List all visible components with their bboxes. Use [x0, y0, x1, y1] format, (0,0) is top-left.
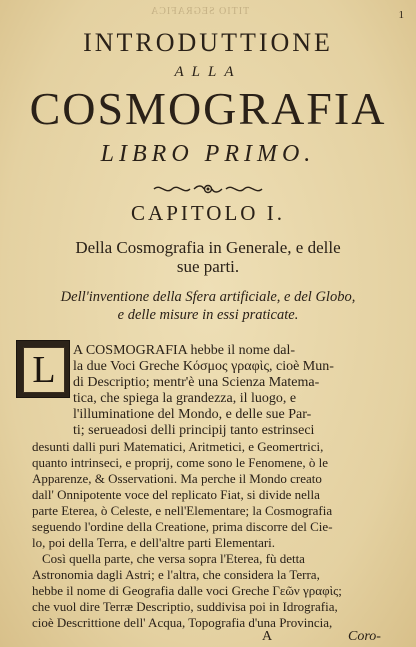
chapter-heading: CAPITOLO I.	[131, 201, 285, 225]
title-line-4: LIBRO PRIMO.	[100, 141, 316, 167]
body-line: tica, che spiega la grandezza, il luogo, e	[73, 391, 297, 406]
body-line: dall' Onnipotente voce del replicato Fiat, si divide nella	[32, 487, 320, 502]
chapter-subtitle-line: Della Cosmografia in Generale, e delle	[75, 238, 341, 257]
bleed-through-text: TITIO SEGRAFICA	[150, 6, 250, 17]
body-line: di Descriptio; mentr'è una Scienza Matema-	[73, 375, 320, 390]
body-line: Apparenze, & Osservationi. Ma perche il Mondo creato	[32, 471, 322, 486]
title-line-1: INTRODUTTIONE	[83, 28, 333, 57]
fleuron-ornament	[150, 182, 266, 196]
body-line: l'illuminatione del Mondo, e delle sue Par-	[73, 407, 312, 422]
body-line: seguendo l'ordine della Creatione, prima discorre del Cie-	[32, 519, 333, 534]
page-number: 1	[398, 9, 404, 21]
body-line: Astronomia dagli Astri; e l'altra, che considera la Terra,	[32, 567, 320, 582]
chapter-summary	[0, 288, 416, 324]
decorated-initial	[16, 340, 70, 398]
drop-cap-letter: L	[32, 349, 56, 391]
body-line: che vuol dire Terræ Descriptio, suddivisa poi in Idrografia,	[32, 599, 338, 614]
chapter-subtitle	[0, 238, 416, 276]
body-line: Così quella parte, che versa sopra l'Eterea, fù detta	[42, 551, 305, 566]
body-line: A COSMOGRAFIA hebbe il nome dal-	[73, 343, 296, 358]
body-line: la due Voci Greche Κόσμος γραφὶς, cioè Mun-	[73, 359, 334, 374]
title-line-2: ALLA	[174, 64, 242, 80]
title-line-3: COSMOGRAFIA	[29, 83, 387, 134]
chapter-summary-line: e delle misure in essi praticate.	[117, 307, 299, 323]
body-line: cioè Descrittione dell' Acqua, Topografia d'una Provincia,	[32, 615, 333, 630]
signature-mark: A	[262, 629, 273, 644]
chapter-summary-line: Dell'inventione della Sfera artificiale, e del Globo,	[60, 289, 356, 305]
body-line: quanto intrinseci, e proprij, come sono le Fenomene, ò le	[32, 455, 329, 470]
body-line: desunti dalli puri Matematici, Aritmetici, e Geomertrici,	[32, 439, 324, 454]
chapter-subtitle-line: sue parti.	[176, 257, 240, 276]
body-line: lo, poi della Terra, e dell'altre parti Elementari.	[32, 535, 276, 550]
body-line: hebbe il nome di Geografia dalle voci Greche Γεῶν γραφὶς;	[32, 583, 342, 598]
decorated-initial-frame	[23, 347, 65, 393]
body-line: parte Eterea, ò Celeste, e nell'Elementare; la Cosmografia	[32, 503, 333, 518]
body-line: ti; serueadosi delli principij tanto estrinseci	[73, 423, 315, 438]
catchword: Coro-	[348, 629, 381, 644]
